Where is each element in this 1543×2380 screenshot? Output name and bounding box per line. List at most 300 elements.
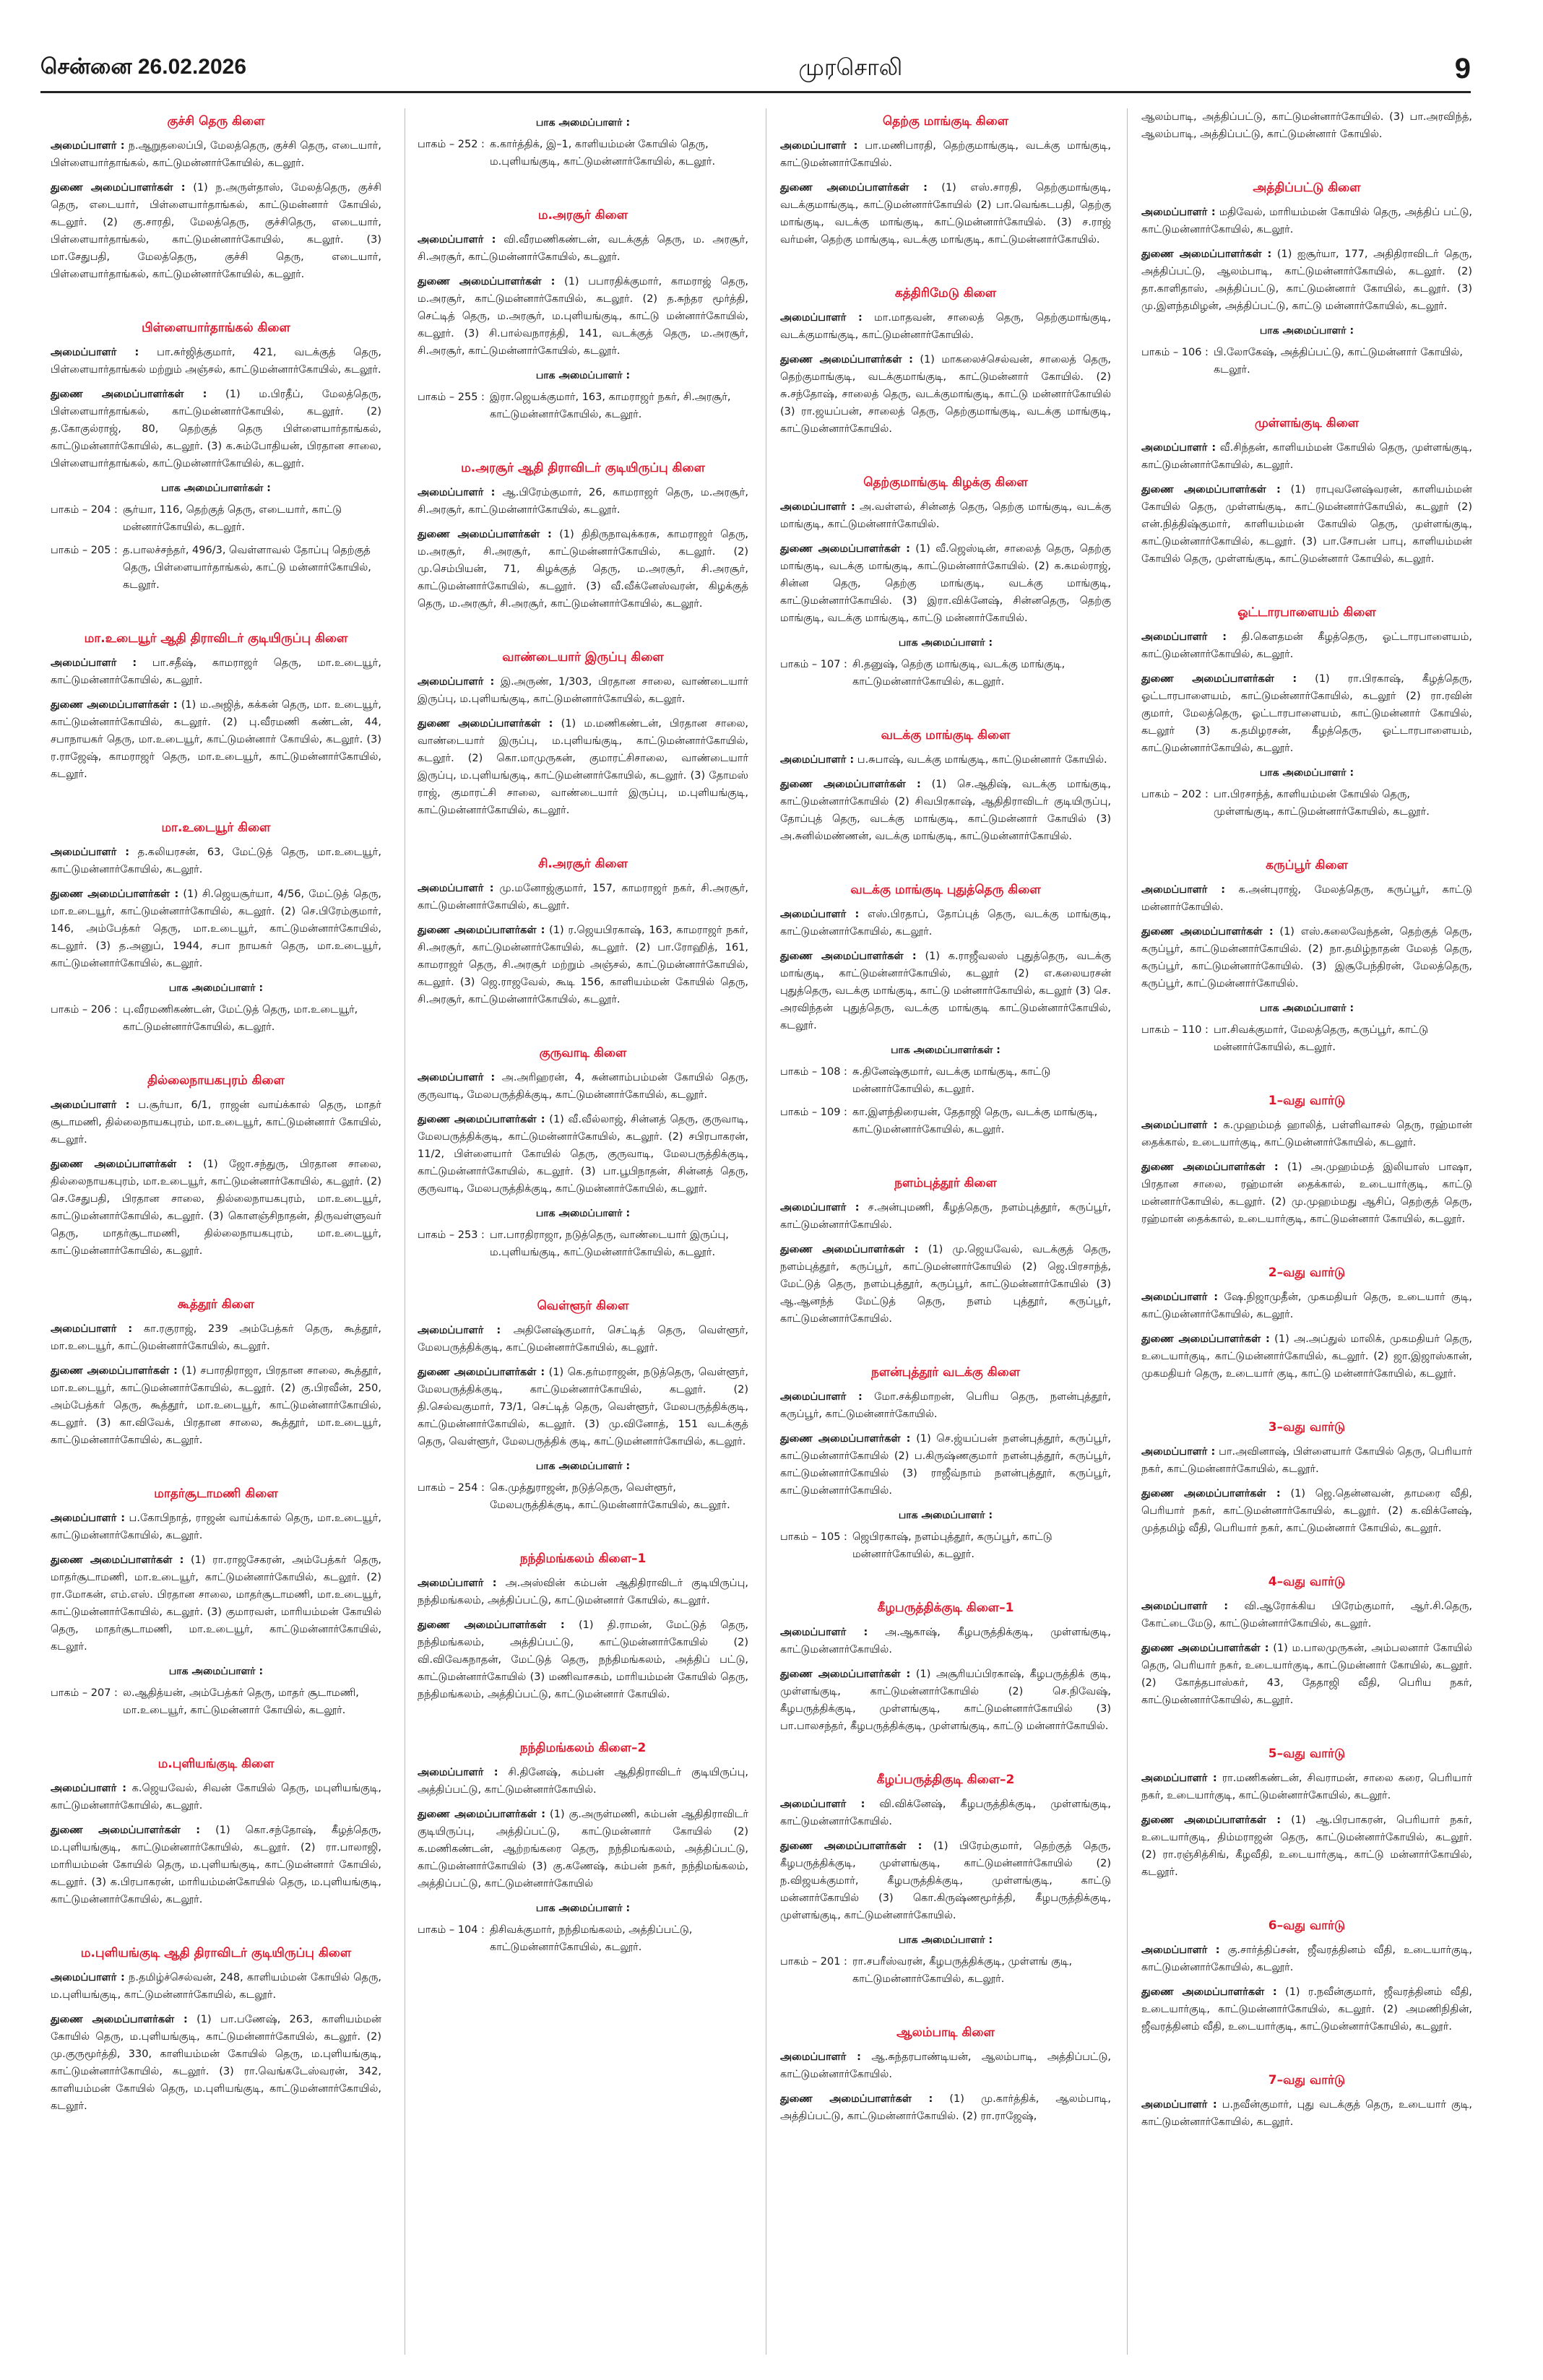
- member-entry: [51, 1320, 381, 1355]
- role-label: துணை அமைப்பாளர்கள் :: [418, 1619, 565, 1631]
- member-details: (1) கொ.சந்தோஷ், கீழத்தெரு, ம.புளியங்குடி, காட்டுமன்னார்கோயில், கடலூர். (2) ரா.பாலாஜி, மாரியம்மன் கோயில் தெரு, ம.புளியங்குடி, காட்டுமன்னார் கோயில், கடலூர். (3) க.பிரபாகரன், மாரியம்மன்கோயில் தெரு, ம.புளியங்குடி, காட்டுமன்னார்கோயில், கடலூர்.: [51, 1825, 381, 1905]
- member-details: அதினேஷ்குமார், செட்டித் தெரு, வெள்ளூர், மேலபருத்திக்குடி, காட்டுமன்னார்கோயில், கடலூர்.: [418, 1325, 748, 1354]
- member-details: (1) ம.பிரதீப், மேலத்தெரு, பிள்ளையார்தாங்கல், காட்டுமன்னார்கோயில், கடலூர். (2) த.கோகுல்ராஜ், 80, தெற்குத் தெரு பிள்ளையார்தாங்கல், காட்டுமன்னார்கோயில், கடலூர். (3) க.சும்போதியன், பிரதான சாலை, பிள்ளையார்தாங்கல், காட்டுமன்னார்கோயில், கடலூர்.: [51, 389, 381, 469]
- member-entry: [1141, 1443, 1472, 1478]
- member-details: (1) சபாரதிராஜா, பிரதான சாலை, கூத்தூர், மா.உடையூர், காட்டுமன்னார்கோயில், கடலூர். (2) கு.பிரவீன், 250, அம்பேத்கர் தெரு, கூத்தூர், மா.உடையூர், காட்டுமன்னார்கோயில், கடலூர். (3) கா.விவேக், பிரதான சாலை, கூத்தூர், மா.உடையூர், காட்டுமன்னார்கோயில், கடலூர்.: [51, 1365, 381, 1446]
- role-label: துணை அமைப்பாளர்கள் :: [780, 1433, 911, 1445]
- role-label: துணை அமைப்பாளர்கள் :: [51, 182, 186, 194]
- booth-entry: [418, 1921, 748, 1956]
- header-rule: [40, 91, 1471, 93]
- member-details: (1) சி.ஜெயசூர்யா, 4/56, மேட்டுத் தெரு, மா.உடையூர், காட்டுமன்னார்கோயில், கடலூர். (2) செ.பிரேம்குமார், 146, அம்பேத்கர் தெரு, மா.உடையூர், காட்டுமன்னார்கோயில், கடலூர். (3) த.அனுப், 1944, சபா நாயகர் தெரு, மா.உடையூர், காட்டுமன்னார்கோயில், கடலூர்.: [51, 888, 381, 969]
- role-label: அமைப்பாளர் :: [780, 1799, 865, 1810]
- role-label: துணை அமைப்பாளர்கள் :: [51, 1365, 178, 1377]
- member-details: (1) வீ.வீல்லாஜ், சின்னத் தெரு, குருவாடி, மேலபருத்திக்குடி, காட்டுமன்னார்கோயில், கடலூர். (2) சபிரபாகரன், 11/2, பிள்ளையார் கோயில் தெரு, குருவாடி, மேலபருத்திக்குடி, காட்டுமன்னார்கோயில், கடலூர். (3) பா.பூபிநாதன், சின்னத் தெரு, குருவாடி, மேலபருத்திக்குடி, காட்டுமன்னார்கோயில், கடலூர்.: [418, 1114, 748, 1195]
- branch-title: ம.புளியங்குடி ஆதி திராவிடர் குடியிருப்பு கிளை: [80, 1946, 352, 1960]
- member-details: (1) மாகலைச்செல்வன், சாலைத் தெரு, தெற்குமாங்குடி, வடக்குமாங்குடி, காட்டுமன்னார் கோயில். (2) சு.சந்தோஷ், சாலைத் தெரு, வடக்குமாங்குடி, காட்டு மன்னார்கோயில் (3) ரா.ஜயப்பன், சாலைத் தெரு, தெற்குமாங்குடி, வடக்கு மாங்குடி, காட்டுமன்னார்கோயில்.: [780, 354, 1112, 435]
- role-label: துணை அமைப்பாளர்கள் :: [780, 951, 917, 962]
- member-entry: [780, 1796, 1111, 1830]
- branch-title: ம.அரசூர் கிளை: [537, 208, 628, 222]
- role-label: துணை அமைப்பாளர்கள் :: [1141, 484, 1281, 496]
- branch-section: [418, 1297, 748, 1514]
- member-details: (1) கு.அருள்மணி, கம்பன் ஆதிதிராவிடர் குடியிருப்பு, அத்திப்பட்டு, காட்டுமன்னார் கோயில் (2) க.மணிகண்டன், ஆற்றங்கரை தெரு, நந்திமங்கலம், அத்திப்பட்டு, காட்டுமன்னார்கோயில் (3) கு.கணேஷ், கம்பன் நகர், நந்திமங்கலம், அத்திப்பட்டு, காட்டுமன்னார்கோயில்: [418, 1809, 749, 1890]
- role-label: துணை அமைப்பாளர்கள் :: [418, 718, 553, 730]
- branch-title: கீழப்பருத்திகுடி கிளை–2: [876, 1773, 1015, 1787]
- branch-title: குருவாடி கிளை: [539, 1046, 627, 1060]
- branch-section: [1141, 1917, 1472, 2035]
- booth-entry: [51, 501, 381, 536]
- role-label: துணை அமைப்பாளர்கள் :: [51, 699, 178, 711]
- role-label: அமைப்பாளர் :: [780, 1627, 868, 1638]
- member-details: (1) தி.ராமன், மேட்டுத் தெரு, நந்திமங்கலம், அத்திப்பட்டு, காட்டுமன்னார்கோயில் (2) வி.விவேகநாதன், மேட்டுத் தெரு, நந்திமங்கலம், அத்திப் பட்டு, காட்டுமன்னார்கோயில் (3) மணிவாசகம், மாரியம்மன் கோயில் தெரு, நந்திமங்கலம், அத்திப்பட்டு, காட்டுமன்னார் கோயில்.: [418, 1619, 748, 1700]
- branch-title: வெள்ளூர் கிளை: [537, 1299, 629, 1313]
- member-details: க.ஜெயவேல், சிவன் கோயில் தெரு, மபுளியங்குடி, காட்டுமன்னார்கோயில், கடலூர்.: [51, 1783, 381, 1812]
- member-details: அ.வள்ளல், சின்னத் தெரு, தெற்கு மாங்குடி, வடக்கு மாங்குடி, காட்டுமன்னார்கோயில்.: [780, 501, 1111, 530]
- branch-section: [51, 819, 381, 1036]
- branch-section: [418, 1550, 748, 1703]
- member-details: (1) கெ.தர்மராஜன், நடுத்தெரு, வெள்ளூர், மேலபருத்திக்குடி, காட்டுமன்னார்கோயில், கடலூர். (2) தி.செல்வகுமார், 73/1, செட்டித் தெரு, வெள்ளூர், மேலபருத்திக்குடி, காட்டுமன்னார்கோயில், கடலூர். (3) மு.வினோத், 151 வடக்குத் தெரு, வெள்ளூர், மேலபருத்திக் குடி, காட்டுமன்னார்கோயில், கடலூர்.: [418, 1367, 748, 1448]
- branch-section: [418, 855, 748, 1008]
- branch-section: [1141, 1092, 1472, 1228]
- booth-organizer: த.பாலச்சந்தர், 496/3, வெள்ளாவல் தோப்பு தெற்குத் தெரு, பிள்ளையார்தாங்கல், காட்டு மன்னார்கோயில், கடலூர்.: [123, 545, 371, 591]
- booth-entry: [780, 656, 1111, 691]
- branch-section: [780, 2024, 1111, 2125]
- branch-title: குச்சி தெரு கிளை: [167, 114, 265, 129]
- member-details: (1) ம.மணிகண்டன், பிரதான சாலை, வாண்டையார் இருப்பு, ம.புளியங்குடி, காட்டுமன்னார்கோயில், கடலூர். (2) கொ.மாமுருகன், குமாரட்சிசாலை, வாண்டையார் இருப்பு, ம.புளியங்குடி, காட்டுமன்னார்கோயில், கடலூர். (3) தோமஸ் ராஜ், குமாரட்சி சாலை, வாண்டையார் இருப்பு, ம.புளியங்குடி, காட்டுமன்னார்கோயில், கடலூர்.: [418, 718, 748, 816]
- branch-title: நந்திமங்கலம் கிளை–2: [519, 1741, 647, 1755]
- member-details: (1) ர.நவீன்குமார், ஜீவரத்தினம் வீதி, உடையார்குடி, காட்டுமன்னார்கோயில், கடலூர். (2) அமணிநிதின், ஜீவரத்தினம் வீதி, உடையார்குடி, காட்டுமன்னார்கோயில், கடலூர்.: [1141, 1986, 1472, 2033]
- booth-organizers-heading: பாக அமைப்பாளர் :: [535, 1461, 631, 1472]
- member-entry: [51, 886, 381, 972]
- role-label: துணை அமைப்பாளர்கள் :: [51, 1825, 201, 1836]
- member-entry: [51, 654, 381, 689]
- member-entry: [1141, 1640, 1472, 1709]
- role-label: துணை அமைப்பாளர்கள் :: [780, 354, 913, 365]
- booth-entry: [780, 1953, 1111, 1988]
- member-details: (1) ஐசூர்யா, 177, அதிதிராவிடர் தெரு, அத்திப்பட்டு, ஆலம்பாடி, காட்டுமன்னார்கோயில், கடலூர். (2) தா.காளிதாஸ், அத்திப்பட்டு, காட்டுமன்னார் கோயில், கடலூர். (3) மு.இளந்தமிழன், அத்திப்பட்டு, காட்டு மன்னார்கோயில், கடலூர்.: [1141, 248, 1472, 312]
- member-entry: [780, 2090, 1111, 2125]
- member-details: ஆலம்பாடி, அத்திப்பட்டு, காட்டுமன்னார்கோயில். (3) பா.அரவிந்த், ஆலம்பாடி, அத்திப்பட்டு, காட்டுமன்னார் கோயில்.: [1141, 111, 1472, 140]
- member-details: (1) ஜோ.சந்துரு, பிரதான சாலை, தில்லைநாயகபுரம், மா.உடையூர், காட்டுமன்னார்கோயில், கடலூர். (2) செ.சேதுபதி, பிரதான சாலை, தில்லைநாயகபுரம், மா.உடையூர், காட்டுமன்னார்கோயில், கடலூர். (3) கொளஞ்சிநாதன், திருவள்ளுவர் தெரு, மாதர்சூடாமணி, தில்லைநாயகபுரம், மா.உடையூர், காட்டுமன்னார்கோயில், கடலூர்.: [51, 1159, 381, 1257]
- role-label: அமைப்பாளர் :: [418, 234, 496, 246]
- member-entry: [51, 1510, 381, 1544]
- member-details: (1) எஸ்.சாரதி, தெற்குமாங்குடி, வடக்குமாங்குடி, காட்டுமன்னார்கோயில் (2) பா.வெங்கடபதி, தெற்கு மாங்குடி, வடக்கு மாங்குடி, காட்டுமன்னார்கோயில். (3) ச.ராஜ் வர்மன், தெற்கு மாங்குடி, வடக்கு மாங்குடி, காட்டுமன்னார்கோயில்.: [780, 182, 1111, 246]
- branch-section: [1141, 415, 1472, 568]
- booth-organizer: கா.இளந்திரையன், தேதாஜி தெரு, வடக்கு மாங்குடி, காட்டுமன்னார்கோயில், கடலூர்.: [852, 1107, 1098, 1135]
- branch-section: [51, 1944, 381, 2115]
- member-details: ந.ஆறுதலைப்பி, மேலத்தெரு, குச்சி தெரு, எடையார், பிள்ளையார்தாங்கல், காட்டுமன்னார்கோயில், கடலூர்.: [51, 140, 381, 169]
- booth-entry: [1141, 786, 1472, 821]
- branch-section: [1141, 179, 1472, 378]
- role-label: துணை அமைப்பாளர்கள் :: [418, 1367, 545, 1378]
- dateline: சென்னை 26.02.2026: [40, 55, 247, 79]
- branch-title: கீழபருத்திக்குடி கிளை–1: [877, 1601, 1014, 1615]
- role-label: துணை அமைப்பாளர்கள் :: [780, 1244, 919, 1255]
- member-entry: [51, 1780, 381, 1814]
- branch-title: 6–வது வார்டு: [1268, 1918, 1346, 1933]
- member-entry: [780, 948, 1111, 1034]
- booth-organizer: பா.பிரசாந்த், காளியம்மன் கோயில் தெரு, முள்ளங்குடி, காட்டுமன்னார்கோயில், கடலூர்.: [1214, 789, 1430, 818]
- booth-organizers-heading: பாக அமைப்பாளர்கள் :: [161, 483, 271, 494]
- member-entry: [780, 540, 1111, 627]
- member-details: த.கலியரசன், 63, மேட்டுத் தெரு, மா.உடையூர், காட்டுமன்னார்கோயில், கடலூர்.: [51, 847, 381, 875]
- booth-number: பாகம் – 104 :: [418, 1924, 485, 1936]
- member-details: (1) அ.அப்துல் மாலிக், முகமதியர் தெரு, உடையார்குடி, காட்டுமன்னார்கோயில், கடலூர். (2) ஜா.இஜாஸ்கான், முகமதியர் தெரு, உடையார் குடி, காட்டு மன்னார்கோயில், கடலூர்.: [1141, 1333, 1472, 1380]
- member-details: (1) மு.ஜெயவேல், வடக்குத் தெரு, நளம்புத்தூர், கருப்பூர், காட்டுமன்னார்கோயில் (2) ஜெ.பிரசாந்த், மேட்டுத் தெரு, நளம்புத்தூர், கருப்பூர், காட்டுமன்னார்கோயில் (3) ஆ.ஆனந்த் மேட்டுத் தெரு, நளம் புத்தூர், கருப்பூர், காட்டுமன்னார்கோயில்.: [780, 1244, 1112, 1325]
- member-entry: [1141, 1330, 1472, 1382]
- branch-section: [780, 1364, 1111, 1563]
- member-details: மதிவேல், மாரியம்மன் கோயில் தெரு, அத்திப் பட்டு, காட்டுமன்னார்கோயில், கடலூர்.: [1141, 207, 1473, 235]
- member-details: வீ.சிந்தன், காளியம்மன் கோயில் தெரு, முள்ளங்குடி, காட்டுமன்னார்கோயில், கடலூர்.: [1141, 442, 1473, 471]
- member-entry: [780, 1241, 1111, 1328]
- member-entry: [1141, 204, 1472, 238]
- member-details: (1) பிரேம்குமார், தெற்குத் தெரு, கீழபருத்திக்குடி, முள்ளங்குடி, காட்டுமன்னார்கோயில் (2) ந.விஜயக்குமார், கீழபருத்திக்குடி, முள்ளங்குடி, காட்டு மன்னார்கோயில் (3) கொ.கிருஷ்ணமூர்த்தி, கீழபருத்திக்குடி, முள்ளங்குடி, காட்டுமன்னார்கோயில்.: [780, 1840, 1111, 1921]
- branch-title: வாண்டையார் இருப்பு கிளை: [502, 650, 664, 665]
- member-entry: [1141, 481, 1472, 568]
- member-entry: [1141, 1770, 1472, 1804]
- member-entry: [51, 1362, 381, 1449]
- booth-organizers-heading: பாக அமைப்பாளர் :: [898, 637, 993, 649]
- role-label: அமைப்பாளர் :: [51, 347, 139, 358]
- member-details: வி.ஆரோக்கிய பிரேம்குமார், ஆர்.சி.தெரு, கோட்டைமேடு, காட்டுமன்னார்கோயில், கடலூர்.: [1141, 1601, 1472, 1630]
- newspaper-name: முரசொலி: [798, 53, 903, 81]
- member-entry: [1141, 1942, 1472, 1976]
- booth-organizers-heading: பாக அமைப்பாளர் :: [168, 982, 264, 994]
- member-entry: [418, 1764, 748, 1799]
- member-details: சி.தினேஷ், கம்பன் ஆதிதிராவிடர் குடியிருப்பு, அத்திப்பட்டு, காட்டுமன்னார்கோயில்.: [418, 1767, 748, 1796]
- role-label: துணை அமைப்பாளர்கள் :: [418, 1114, 545, 1125]
- role-label: துணை அமைப்பாளர்கள் :: [1141, 1986, 1277, 1998]
- member-details: பா.சதீஷ், காமராஜர் தெரு, மா.உடையூர், காட்டுமன்னார்கோயில், கடலூர்.: [51, 657, 381, 686]
- branch-title: பிள்ளையார்தாங்கல் கிளை: [142, 321, 290, 335]
- member-details: அ.ஆகாஷ், கீழபருத்திக்குடி, முள்ளங்குடி, காட்டுமன்னார்கோயில்.: [780, 1627, 1112, 1656]
- branch-section: [1141, 1745, 1472, 1881]
- member-details: தி.கௌதமன் கீழத்தெரு, ஓட்டாரபாளையம், காட்டுமன்னார்கோயில், கடலூர்.: [1141, 631, 1472, 660]
- member-details: (1) அ.முஹம்மத் இலியாஸ் பாஷா, பிரதான சாலை, ரஹ்மான் தைக்கால், உடையார்குடி, காட்டு மன்னார்கோயில், கடலூர். (2) மு.முஹம்மது ஆசிப், தெற்குத் தெரு, ரஹ்மான் தைக்கால், உடையார்குடி, காட்டுமன்னார் கோயில், கடலூர்.: [1141, 1161, 1472, 1225]
- branch-section: [780, 474, 1111, 691]
- booth-organizer: பா.சிவக்குமார், மேலத்தெரு, கருப்பூர், காட்டு மன்னார்கோயில், கடலூர்.: [1214, 1024, 1429, 1053]
- role-label: அமைப்பாளர் :: [418, 883, 494, 894]
- booth-number: பாகம் – 110 :: [1141, 1024, 1209, 1036]
- branch-title: நளன்புத்தூர் வடக்கு கிளை: [870, 1365, 1021, 1380]
- member-details: பா.அவினாஷ், பிள்ளையார் கோயில் தெரு, பெரியார் நகர், காட்டுமன்னார்கோயில், கடலூர்.: [1141, 1446, 1472, 1475]
- member-details: க.முஹம்மத் ஹாலித், பள்ளிவாசல் தெரு, ரஹ்மான் தைக்கால், உடையார்குடி, காட்டுமன்னார்கோயில், கடலூர்.: [1141, 1120, 1472, 1148]
- booth-organizer: இரா.ஜெயக்குமார், 163, காமராஜர் நகர், சி.அரசூர், காட்டுமன்னார்கோயில், கடலூர்.: [490, 391, 731, 420]
- booth-number: பாகம் – 253 :: [418, 1229, 485, 1241]
- role-label: துணை அமைப்பாளர்கள் :: [418, 276, 556, 287]
- branch-section: [418, 1739, 748, 1956]
- member-entry: [418, 526, 748, 613]
- role-label: துணை அமைப்பாளர்கள் :: [1141, 248, 1272, 260]
- member-details: மு.மனோஜ்குமார், 157, காமராஜர் நகர், சி.அரசூர், காட்டுமன்னார்கோயில், கடலூர்.: [418, 883, 748, 912]
- member-entry: [780, 1666, 1111, 1735]
- role-label: அமைப்பாளர் :: [780, 909, 860, 920]
- member-entry: [51, 844, 381, 878]
- booth-number: பாகம் – 206 :: [51, 1004, 118, 1016]
- branch-section: [1141, 108, 1472, 143]
- member-entry: [1141, 1485, 1472, 1537]
- member-entry: [780, 1624, 1111, 1658]
- booth-organizer: பி.லோகேஷ், அத்திப்பட்டு, காட்டுமன்னார் கோயில், கடலூர்.: [1214, 347, 1464, 376]
- branch-section: [1141, 1573, 1472, 1709]
- booth-organizers-heading: பாக அமைப்பாளர் :: [535, 370, 631, 381]
- role-label: அமைப்பாளர் :: [418, 1578, 497, 1589]
- branch-title: ஆலம்பாடி கிளை: [896, 2025, 995, 2040]
- branch-section: [780, 1599, 1111, 1735]
- member-details: அ.அரிஹரன், 4, சுன்னாம்பம்மன் கோயில் தெரு, குருவாடி, மேலபருத்திக்குடி, காட்டுமன்னார்கோயில், கடலூர்.: [418, 1072, 748, 1101]
- booth-number: பாகம் – 109 :: [780, 1107, 847, 1118]
- member-entry: [418, 715, 748, 819]
- page-number: 9: [1454, 52, 1471, 85]
- booth-organizers-heading: பாக அமைப்பாளர் :: [535, 117, 631, 129]
- booth-entry: [780, 1104, 1111, 1138]
- member-entry: [1141, 923, 1472, 992]
- branch-section: [1141, 604, 1472, 821]
- role-label: துணை அமைப்பாளர்கள் :: [1141, 1333, 1270, 1345]
- branch-section: [1141, 857, 1472, 1056]
- branch-title: மாதர்சூடாமணி கிளை: [154, 1487, 278, 1501]
- page-header: [40, 51, 1471, 87]
- member-details: (1) பபாரதிக்குமார், காமராஜ் தெரு, ம.அரசூர், காட்டுமன்னார்கோயில், கடலூர். (2) த.சுந்தர மூர்த்தி, செட்டித் தெரு, ம.அரசூர், ம.புளியங்குடி, காட்டு மன்னார்கோயில், கடலூர். (3) சி.பால்வநாரத்தி, 141, வடக்குத் தெரு, ம.அரசூர், சி.அரசூர், காட்டுமன்னார்கோயில், கடலூர்.: [418, 276, 748, 357]
- member-entry: [780, 137, 1111, 172]
- branch-title: முள்ளங்குடி கிளை: [1254, 416, 1360, 430]
- role-label: அமைப்பாளர் :: [780, 754, 855, 766]
- booth-number: பாகம் – 202 :: [1141, 789, 1209, 800]
- booth-entry: [418, 389, 748, 423]
- branch-title: கருப்பூர் கிளை: [1266, 858, 1348, 873]
- branch-section: [51, 1296, 381, 1449]
- branch-title: 4–வது வார்டு: [1268, 1575, 1346, 1589]
- role-label: அமைப்பாளர் :: [1141, 884, 1226, 896]
- booth-organizers-heading: பாக அமைப்பாளர் :: [1259, 325, 1354, 337]
- member-entry: [51, 1822, 381, 1908]
- booth-organizer: சி.தனுஷ், தெற்கு மாங்குடி, வடக்கு மாங்குடி, காட்டுமன்னார்கோயில், கடலூர்.: [852, 659, 1066, 688]
- role-label: அமைப்பாளர் :: [418, 1767, 498, 1778]
- member-entry: [780, 906, 1111, 940]
- member-entry: [51, 1969, 381, 2004]
- member-details: (1) மு.கார்த்திக், ஆலம்பாடி, அத்திப்பட்டு, காட்டுமன்னார்கோயில். (2) ரா.ராஜேஷ்,: [780, 2093, 1111, 2122]
- member-entry: [1141, 881, 1472, 916]
- member-entry: [418, 673, 748, 708]
- role-label: அமைப்பாளர் :: [780, 1391, 863, 1403]
- booth-entry: [418, 136, 748, 170]
- member-entry: [418, 484, 748, 519]
- member-entry: [1141, 246, 1472, 315]
- member-details: ந.தமிழ்ச்செல்வன், 248, காளியம்மன் கோயில் தெரு, ம.புளியங்குடி, காட்டுமன்னார்கோயில், கடலூர்.: [51, 1972, 382, 2001]
- role-label: துணை அமைப்பாளர்கள் :: [418, 1809, 546, 1820]
- role-label: அமைப்பாளர் :: [418, 676, 495, 688]
- column-3: [780, 108, 1111, 2134]
- member-details: ச.அன்புமணி, கீழத்தெரு, நளம்புத்தூர், கருப்பூர், காட்டுமன்னார்கோயில்.: [780, 1202, 1111, 1231]
- member-entry: [418, 880, 748, 914]
- member-details: வி.வீரமணிகண்டன், வடக்குத் தெரு, ம. அரசூர், சி.அரசூர், காட்டுமன்னார்கோயில், கடலூர்.: [418, 234, 748, 263]
- member-entry: [1141, 1983, 1472, 2035]
- member-entry: [780, 776, 1111, 845]
- branch-title: ஓட்டாரபாளையம் கிளை: [1237, 605, 1376, 620]
- booth-organizers-heading: பாக அமைப்பாளர் :: [1259, 767, 1354, 779]
- booth-organizer: ல.ஆதித்யன், அம்பேத்கர் தெரு, மாதர் சூடாமணி, மா.உடையூர், காட்டுமன்னார் கோயில், கடலூர்.: [123, 1687, 359, 1716]
- member-details: (1) ர.ஜெயபிரகாஷ், 163, காமராஜர் நகர், சி.அரசூர், காட்டுமன்னார்கோயில், கடலூர். (2) பா.ரோஹித், 161, காமராஜர் தெரு, சி.அரசூர் மற்றும் அஞ்சல், காட்டுமன்னார்கோயில், கடலூர். (3) ஜெ.ராஜவேல், கூடி 156, காளியம்மன் கோயில் தெரு, சி.அரசூர், காட்டுமன்னார்கோயில், கடலூர்.: [418, 925, 748, 1005]
- member-entry: [1141, 1159, 1472, 1228]
- branch-title: 2–வது வார்டு: [1268, 1265, 1346, 1280]
- member-details: (1) வீ.ஜெஸ்டின், சாலைத் தெரு, தெற்கு மாங்குடி, வடக்கு மாங்குடி, காட்டுமன்னார்கோயில். (2) க.கமல்ராஜ், சின்ன தெரு, தெற்கு மாங்குடி, வடக்கு மாங்குடி, காட்டுமன்னார்கோயில். (3) இரா.விக்னேஷ், சின்னதெரு, தெற்கு மாங்குடி, வடக்கு மாங்குடி, காட்டு மன்னார்கோயில்.: [780, 543, 1111, 624]
- role-label: துணை அமைப்பாளர்கள் :: [1141, 1488, 1281, 1500]
- member-entry: [418, 1575, 748, 1609]
- role-label: அமைப்பாளர் :: [51, 1972, 125, 1983]
- booth-number: பாகம் – 107 :: [780, 659, 847, 670]
- role-label: துணை அமைப்பாளர்கள் :: [780, 2093, 933, 2105]
- branch-title: 7–வது வார்டு: [1268, 2073, 1346, 2087]
- column-4: [1141, 108, 1472, 2139]
- branch-title: மா.உடையூர் ஆதி திராவிடர் குடியிருப்பு கிளை: [84, 631, 348, 646]
- member-entry: [1141, 1812, 1472, 1881]
- role-label: அமைப்பாளர் :: [51, 1783, 127, 1794]
- member-entry: [418, 1111, 748, 1198]
- booth-entry: [1141, 344, 1472, 378]
- branch-section: [780, 727, 1111, 845]
- branch-title: நளம்புத்தூர் கிளை: [894, 1176, 997, 1190]
- booth-entry: [780, 1528, 1111, 1563]
- member-details: (1) செ.ஆதிஷ், வடக்கு மாங்குடி, காட்டுமன்னார்கோயில் (2) சிவபிரகாஷ், ஆதிதிராவிடர் குடியிருப்பு, தோப்புத் தெரு, வடக்கு மாங்குடி, காட்டுமன்னார் கோயில் (3) அ.சுனில்மண்ணன், வடக்கு மாங்குடி, காட்டுமன்னார்கோயில்.: [780, 779, 1111, 842]
- booth-organizer: திசிவக்குமார், நந்திமங்கலம், அத்திப்பட்டு, காட்டுமன்னார்கோயில், கடலூர்.: [490, 1924, 693, 1953]
- booth-organizer: ரா.சபரீஸ்வரன், கீழபருத்திக்குடி, முள்ளங் குடி, காட்டுமன்னார்கோயில், கடலூர்.: [852, 1956, 1073, 1985]
- member-entry: [418, 231, 748, 266]
- branch-section: [780, 1174, 1111, 1328]
- role-label: அமைப்பாளர் :: [1141, 1120, 1218, 1131]
- branch-title: 5–வது வார்டு: [1268, 1747, 1346, 1761]
- branch-section: [780, 113, 1111, 248]
- member-details: (1) திதிருநாவுக்கரசு, காமராஜர் தெரு, ம.அரசூர், சி.அரசூர், காட்டுமன்னார்கோயில், கடலூர். (2) மு.செம்பியன், 71, கிழக்குத் தெரு, ம.அரசூர், சி.அரசூர், காட்டுமன்னார்கோயில், கடலூர். (3) வீ.வீக்னேஸ்வரன், கிழக்குத் தெரு, ம.அரசூர், சி.அரசூர், காட்டுமன்னார்கோயில், கடலூர்.: [418, 529, 748, 610]
- column-1: [51, 108, 381, 2124]
- branch-title: வடக்கு மாங்குடி கிளை: [881, 728, 1011, 743]
- role-label: அமைப்பாளர் :: [1141, 1446, 1216, 1458]
- branch-title: தில்லைநாயகபுரம் கிளை: [147, 1073, 285, 1088]
- member-entry: [780, 309, 1111, 344]
- booth-number: பாகம் – 255 :: [418, 391, 485, 403]
- member-details: (1) ம.அஜித், கக்கன் தெரு, மா. உடையூர், காட்டுமன்னார்கோயில், கடலூர். (2) பு.வீரமணி கண்டன், 44, சபாநாயகர் தெரு, மா.உடையூர், காட்டுமன்னார் கோயில், கடலூர். (3) ர.ராஜேஷ், காமராஜர் தெரு, மா.உடையூர், காட்டுமன்னார்கோயில், கடலூர்.: [51, 699, 381, 780]
- role-label: அமைப்பாளர் :: [1141, 1291, 1219, 1303]
- booth-organizers-heading: பாக அமைப்பாளர் :: [1259, 1003, 1354, 1014]
- member-entry: [1141, 1289, 1472, 1323]
- role-label: அமைப்பாளர் :: [51, 140, 125, 152]
- booth-organizers-heading: பாக அமைப்பாளர் :: [535, 1208, 631, 1219]
- booth-number: பாகம் – 106 :: [1141, 347, 1209, 358]
- branch-title: ம.அரசூர் ஆதி திராவிடர் குடியிருப்பு கிளை: [461, 461, 705, 475]
- member-details: (1) ரா.ராஜசேகரன், அம்பேத்கர் தெரு, மாதர்சூடாமணி, மா.உடையூர், காட்டுமன்னார்கோயில், கடலூர். (2) ரா.மோகன், எம்.எஸ். பிரதான சாலை, மாதர்சூடாமணி, மா.உடையூர், காட்டுமன்னார்கோயில், கடலூர். (3) குமாரவள், மாரியம்மன் கோயில் தெரு, மாதர்சூடாமணி, மா.உடையூர், காட்டுமன்னார்கோயில், கடலூர்.: [51, 1554, 381, 1653]
- member-entry: [51, 2011, 381, 2115]
- member-entry: [1141, 108, 1472, 143]
- booth-entry: [51, 1001, 381, 1036]
- branch-title: தெற்கு மாங்குடி கிளை: [882, 114, 1009, 129]
- member-details: வி.விக்னேஷ், கீழபருத்திக்குடி, முள்ளங்குடி, காட்டுமன்னார்கோயில்.: [780, 1799, 1111, 1827]
- member-details: (1) ரா.பிரகாஷ், கீழத்தெரு, ஓட்டாரபாளையம், காட்டுமன்னார்கோயில், கடலூர் (2) ரா.ரவின் குமார், மேலத்தெரு, ஓட்டாரபாளையம், காட்டுமன்னார் கோயில், கடலூர் (3) க.தமிழரசன், கீழத்தெரு, ஓட்டாரபாளையம், காட்டுமன்னார்கோயில், கடலூர்.: [1141, 673, 1472, 754]
- role-label: துணை அமைப்பாளர்கள் :: [51, 888, 179, 900]
- branch-section: [51, 1072, 381, 1260]
- member-details: க.அன்புராஜ், மேலத்தெரு, கருப்பூர், காட்டு மன்னார்கோயில்.: [1141, 884, 1473, 913]
- column-divider: [1127, 108, 1128, 2355]
- branch-title: அத்திப்பட்டு கிளை: [1253, 181, 1361, 195]
- booth-number: பாகம் – 205 :: [51, 545, 118, 556]
- member-details: (1) பா.பணேஷ், 263, காளியம்மன் கோயில் தெரு, ம.புளியங்குடி, காட்டுமன்னார்கோயில், கடலூர். (2) மு.குருமூர்த்தி, 330, காளியம்மன் கோயில் தெரு, ம.புளியங்குடி, காட்டுமன்னார்கோயில், கடலூர். (3) ரா.வெங்கடேஸ்வரன், 342, காளியம்மன் கோயில் தெரு, ம.புளியங்குடி, காட்டுமன்னார்கோயில், கடலூர்.: [51, 2014, 381, 2112]
- role-label: துணை அமைப்பாளர்கள் :: [418, 925, 545, 936]
- member-entry: [51, 1096, 381, 1148]
- branch-title: சி.அரசூர் கிளை: [538, 857, 628, 871]
- branch-section: [51, 113, 381, 283]
- booth-number: பாகம் – 201 :: [780, 1956, 847, 1968]
- role-label: அமைப்பாளர் :: [1141, 207, 1216, 218]
- member-entry: [780, 1430, 1111, 1500]
- branch-section: [780, 285, 1111, 438]
- booth-number: பாகம் – 105 :: [780, 1531, 847, 1543]
- role-label: அமைப்பாளர் :: [1141, 631, 1227, 643]
- role-label: துணை அமைப்பாளர்கள் :: [1141, 926, 1274, 938]
- member-entry: [780, 498, 1111, 533]
- branch-section: [418, 207, 748, 423]
- branch-section: [418, 114, 748, 170]
- booth-organizer: பு.வீரமணிகண்டன், மேட்டுத் தெரு, மா.உடையூர், காட்டுமன்னார்கோயில், கடலூர்.: [123, 1004, 358, 1033]
- role-label: அமைப்பாளர் :: [51, 657, 137, 669]
- member-entry: [418, 1806, 748, 1892]
- member-details: (1) ந.அருள்தாஸ், மேலத்தெரு, குச்சி தெரு, எடையார், பிள்ளையார்தாங்கல், காட்டுமன்னார் கோயில், கடலூர். (2) கு.சாரதி, மேலத்தெரு, குச்சிதெரு, எடையார், பிள்ளையார்தாங்கல், காட்டுமன்னார்கோயில், கடலூர். (3) மா.சேதுபதி, மேலத்தெரு, குச்சி தெரு, எடையார், பிள்ளையார்தாங்கல், காட்டுமன்னார்கோயில், கடலூர்.: [51, 182, 381, 280]
- member-details: (1) எஸ்.கலைவேந்தன், தெற்குத் தெரு, கருப்பூர், காட்டுமன்னார்கோயில். (2) நா.தமிழ்நாதன் மேலத் தெரு, கருப்பூர், காட்டுமன்னார்கோயில். (3) இசூபேந்திரன், மேலத்தெரு, கருப்பூர், காட்டுமன்னார்கோயில்.: [1141, 926, 1472, 990]
- role-label: அமைப்பாளர் :: [1141, 442, 1216, 454]
- role-label: அமைப்பாளர் :: [51, 847, 130, 858]
- branch-section: [780, 881, 1111, 1138]
- branch-title: தெற்குமாங்குடி கிழக்கு கிளை: [863, 475, 1028, 490]
- booth-number: பாகம் – 108 :: [780, 1066, 847, 1078]
- branch-section: [780, 1771, 1111, 1988]
- branch-title: வடக்கு மாங்குடி புதுத்தெரு கிளை: [850, 883, 1041, 897]
- member-entry: [51, 137, 381, 172]
- branch-title: ம.புளியங்குடி கிளை: [157, 1757, 275, 1771]
- column-2: [418, 108, 748, 1965]
- member-details: மோ.சக்திமாறன், பெரிய தெரு, நளன்புத்தூர், கருப்பூர், காட்டுமன்னார்கோயில்.: [780, 1391, 1112, 1420]
- member-details: (1) ஆ.பிரபாகரன், பெரியார் நகர், உடையார்குடி, திம்மராஜன் தெரு, காட்டுமன்னார்கோயில், கடலூர். (2) ரா.ரஞ்சித்சிங், கீழவீதி, உடையார்குடி, காட்டு மன்னார்கோயில், கடலூர்.: [1141, 1814, 1472, 1878]
- role-label: துணை அமைப்பாளர்கள் :: [51, 1159, 192, 1170]
- role-label: அமைப்பாளர் :: [1141, 1601, 1229, 1612]
- branch-title: நந்திமங்கலம் கிளை–1: [519, 1552, 647, 1566]
- member-details: (1) ம.பாலமுருகன், அம்பலனார் கோயில் தெரு, பெரியார் நகர், உடையார்குடி, காட்டுமன்னார் கோயில், கடலூர். (2) கோத்தபாஸ்கர், 43, தேதாஜி வீதி, பெரிய நகர், காட்டுமன்னார்கோயில், கடலூர்.: [1141, 1643, 1472, 1706]
- branch-section: [1141, 2072, 1472, 2131]
- booth-organizer: பா.பாரதிராஜா, நடுத்தெரு, வாண்டையார் இருப்பு, ம.புளியங்குடி, காட்டுமன்னார்கோயில், கடலூர்.: [490, 1229, 729, 1258]
- member-details: ஷே.நிஜாமுதீன், முகமதியர் தெரு, உடையார் குடி, காட்டுமன்னார்கோயில், கடலூர்.: [1141, 1291, 1472, 1320]
- member-details: ப.சூர்யா, 6/1, ராஜன் வாய்க்கால் தெரு, மாதர் சூடாமணி, தில்லைநாயகபுரம், மா.உடையூர், காட்டுமன்னார் கோயில், கடலூர்.: [51, 1099, 381, 1146]
- member-entry: [51, 1552, 381, 1656]
- branch-title: மா.உடையூர் கிளை: [161, 821, 271, 835]
- booth-number: பாகம் – 204 :: [51, 504, 118, 516]
- member-entry: [780, 1199, 1111, 1234]
- booth-entry: [1141, 1021, 1472, 1056]
- booth-number: பாகம் – 254 :: [418, 1482, 485, 1494]
- role-label: அமைப்பாளர் :: [780, 1202, 860, 1213]
- member-entry: [780, 2048, 1111, 2083]
- member-entry: [418, 1617, 748, 1703]
- role-label: துணை அமைப்பாளர்கள் :: [780, 1840, 922, 1852]
- member-entry: [51, 386, 381, 472]
- booth-organizers-heading: பாக அமைப்பாளர் :: [898, 1934, 993, 1946]
- member-details: ஆ.பிரேம்குமார், 26, காமராஜர் தெரு, ம.அரசூர், சி.அரசூர், காட்டுமன்னார்கோயில், கடலூர்.: [418, 487, 748, 516]
- branch-title: கத்திரிமேடு கிளை: [894, 286, 997, 300]
- member-entry: [780, 351, 1111, 438]
- member-details: ரா.மணிகண்டன், சிவராமன், சாலை கரை, பெரியார் நகர், உடையார்குடி, காட்டுமன்னார்கோயில், கடலூர்.: [1141, 1773, 1472, 1801]
- role-label: அமைப்பாளர் :: [780, 2051, 861, 2063]
- member-details: இ.அருண், 1/303, பிரதான சாலை, வாண்டையார் இருப்பு, ம.புளியங்குடி, காட்டுமன்னார்கோயில், கடலூர்.: [418, 676, 748, 705]
- booth-entry: [51, 542, 381, 594]
- member-details: எஸ்.பிரதாப், தோப்புத் தெரு, வடக்கு மாங்குடி, காட்டுமன்னார்கோயில், கடலூர்.: [780, 909, 1112, 938]
- member-entry: [780, 751, 1111, 769]
- booth-entry: [51, 1684, 381, 1719]
- role-label: துணை அமைப்பாளர்கள் :: [51, 1554, 184, 1566]
- role-label: துணை அமைப்பாளர்கள் :: [1141, 1161, 1279, 1173]
